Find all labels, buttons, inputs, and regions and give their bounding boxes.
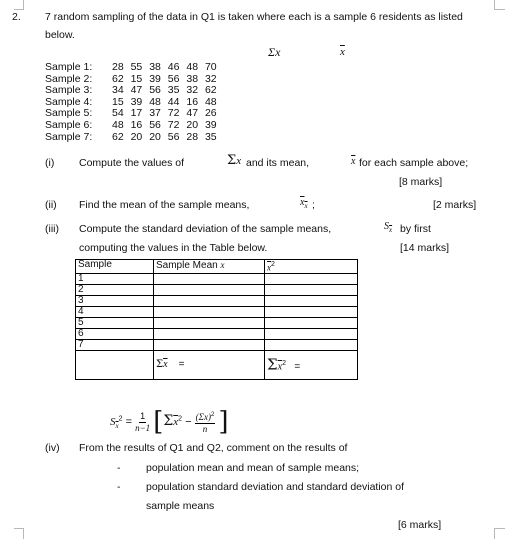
header-sample: Sample xyxy=(76,260,154,274)
sample-label: Sample 4: xyxy=(45,95,93,108)
part-iii-number: (iii) xyxy=(45,223,59,235)
row-xbar-squared-cell[interactable] xyxy=(265,340,358,351)
table-row xyxy=(76,285,358,296)
sample-row xyxy=(45,132,224,144)
part-iv-text: From the results of Q1 and Q2, comment on the results of xyxy=(79,442,348,454)
sample-row xyxy=(45,120,224,132)
sample-value: 44 xyxy=(167,95,180,108)
sample-label: Sample 6: xyxy=(45,118,93,131)
sample-value: 46 xyxy=(167,61,180,73)
part-i-text-c: for each sample above; xyxy=(359,157,469,169)
sample-label: Sample 3: xyxy=(45,84,93,97)
row-sample-mean-cell[interactable] xyxy=(154,318,265,329)
part-i-text-a: Compute the values of xyxy=(79,157,185,169)
row-sample-number: 1 xyxy=(76,274,154,285)
part-iii-line2: computing the values in the Table below. xyxy=(79,242,268,254)
table-row xyxy=(76,318,358,329)
row-sample-number: 2 xyxy=(76,285,154,296)
sample-row xyxy=(45,62,224,74)
sample-value: 48 xyxy=(112,118,124,131)
row-xbar-squared-cell[interactable] xyxy=(265,296,358,307)
part-i-marks: [8 marks] xyxy=(399,176,443,188)
row-sample-mean-cell[interactable] xyxy=(154,274,265,285)
sample-value: 32 xyxy=(186,84,199,97)
part-ii-marks: [2 marks] xyxy=(433,199,477,211)
sample-label: Sample 1: xyxy=(45,61,93,73)
header-sample-mean: Sample Mean $\overline{x}$ xyxy=(154,260,265,274)
header-xbar-squared: $\overline{x}^2$ xyxy=(265,260,358,274)
part-iv-bullet2-dash: - xyxy=(117,481,121,493)
part-iv-bullet2-line1: population standard deviation and standard deviation of xyxy=(146,481,405,493)
sample-value: 48 xyxy=(149,95,161,108)
header-sum-x: Σx xyxy=(268,45,281,59)
sample-value: 38 xyxy=(186,72,199,85)
sample-value: 56 xyxy=(149,84,161,97)
row-sample-mean-cell[interactable] xyxy=(154,329,265,340)
sample-value: 35 xyxy=(167,84,180,97)
row-xbar-squared-cell[interactable] xyxy=(265,274,358,285)
row-sample-mean-cell[interactable] xyxy=(154,285,265,296)
row-xbar-squared-cell[interactable] xyxy=(265,307,358,318)
part-iv-number: (iv) xyxy=(45,442,60,454)
sample-value: 56 xyxy=(167,72,180,85)
sample-value: 34 xyxy=(112,84,124,97)
footer-sum-mean: $\Sigma\overline{x}$ = xyxy=(154,351,265,380)
part-iii-text: Compute the standard deviation of the sample means, xyxy=(79,223,332,235)
header-xbar: $\overline{x}$ xyxy=(340,46,345,58)
part-i-number: (i) xyxy=(45,157,55,169)
sample-value: 20 xyxy=(130,130,143,143)
part-iv-bullet1-dash: - xyxy=(117,462,121,474)
row-sample-number: 5 xyxy=(76,318,154,329)
sample-value: 72 xyxy=(167,118,180,131)
sample-value: 35 xyxy=(204,130,217,143)
sd-formula: $S_{\overline{x}}^2$ = $\frac{1}{n-1}$ [$\Sigma\overline{x}^2$ − $\frac{(\Sigma x)^2}{n}$ ] xyxy=(110,407,229,437)
sample-value: 38 xyxy=(149,61,161,73)
sample-label: Sample 2: xyxy=(45,72,93,85)
sample-value: 55 xyxy=(130,61,143,73)
question-number: 2. xyxy=(12,11,21,23)
row-xbar-squared-cell[interactable] xyxy=(265,285,358,296)
sample-value: 32 xyxy=(204,72,217,85)
part-iii-by-first: by first xyxy=(400,223,431,235)
sample-value: 15 xyxy=(130,72,143,85)
sample-value: 62 xyxy=(112,130,124,143)
sample-value: 72 xyxy=(167,107,180,120)
row-sample-mean-cell[interactable] xyxy=(154,307,265,318)
row-xbar-squared-cell[interactable] xyxy=(265,318,358,329)
row-sample-mean-cell[interactable] xyxy=(154,296,265,307)
sample-value: 47 xyxy=(186,107,199,120)
part-i-sum-symbol: Σx xyxy=(227,153,242,168)
sample-value: 39 xyxy=(130,95,143,108)
table-row xyxy=(76,274,358,285)
table-row xyxy=(76,329,358,340)
part-ii-semicolon: ; xyxy=(312,199,315,211)
row-sample-number: 7 xyxy=(76,340,154,351)
sample-value: 20 xyxy=(149,130,161,143)
row-sample-number: 6 xyxy=(76,329,154,340)
table-row xyxy=(76,296,358,307)
sample-value: 54 xyxy=(112,107,124,120)
row-xbar-squared-cell[interactable] xyxy=(265,329,358,340)
part-ii-number: (ii) xyxy=(45,199,57,211)
part-iii-symbol: $S_{\overline{x}}$ xyxy=(384,221,393,235)
sample-value: 28 xyxy=(186,130,199,143)
samples-list xyxy=(45,62,224,143)
part-iv-bullet1: population mean and mean of sample means; xyxy=(146,462,360,474)
sample-value: 56 xyxy=(167,130,180,143)
sample-value: 20 xyxy=(186,118,199,131)
part-iv-marks: [6 marks] xyxy=(398,519,442,531)
table-row xyxy=(76,340,358,351)
part-i-xbar-symbol: $\overline{x}$ xyxy=(351,156,356,167)
row-sample-number: 4 xyxy=(76,307,154,318)
sample-value: 62 xyxy=(112,72,124,85)
sample-value: 17 xyxy=(130,107,143,120)
sample-value: 28 xyxy=(112,61,124,73)
sample-value: 48 xyxy=(204,95,217,108)
table-row xyxy=(76,307,358,318)
table-footer-row xyxy=(76,351,358,380)
sample-value: 47 xyxy=(130,84,143,97)
sample-value: 15 xyxy=(112,95,124,108)
part-iii-marks: [14 marks] xyxy=(400,242,450,254)
part-ii-text: Find the mean of the sample means, xyxy=(79,199,250,211)
sample-label: Sample 5: xyxy=(45,107,93,120)
sample-value: 16 xyxy=(130,118,143,131)
sample-value: 26 xyxy=(204,107,217,120)
sample-value: 48 xyxy=(186,61,199,73)
sample-value: 70 xyxy=(204,61,217,73)
sample-value: 56 xyxy=(149,118,161,131)
table-header-row xyxy=(76,260,358,274)
sample-value: 39 xyxy=(149,72,161,85)
sample-value: 62 xyxy=(204,84,217,97)
question-intro-line2: below. xyxy=(45,29,75,41)
part-i-text-b: and its mean, xyxy=(246,157,310,169)
sample-value: 16 xyxy=(186,95,199,108)
question-intro-line1: 7 random sampling of the data in Q1 is taken where each is a sample 6 residents as listed xyxy=(45,11,463,23)
sample-label: Sample 7: xyxy=(45,130,93,143)
row-sample-number: 3 xyxy=(76,296,154,307)
part-ii-symbol: $\overline{x}_{\overline{x}}$ xyxy=(300,197,308,211)
footer-empty xyxy=(76,351,154,380)
part-iv-bullet2-line2: sample means xyxy=(146,500,215,512)
computation-table xyxy=(75,259,358,380)
sample-value: 39 xyxy=(204,118,217,131)
row-sample-mean-cell[interactable] xyxy=(154,340,265,351)
footer-sum-sq: $\Sigma\overline{x}^2$ = xyxy=(265,351,358,380)
sample-value: 37 xyxy=(149,107,161,120)
